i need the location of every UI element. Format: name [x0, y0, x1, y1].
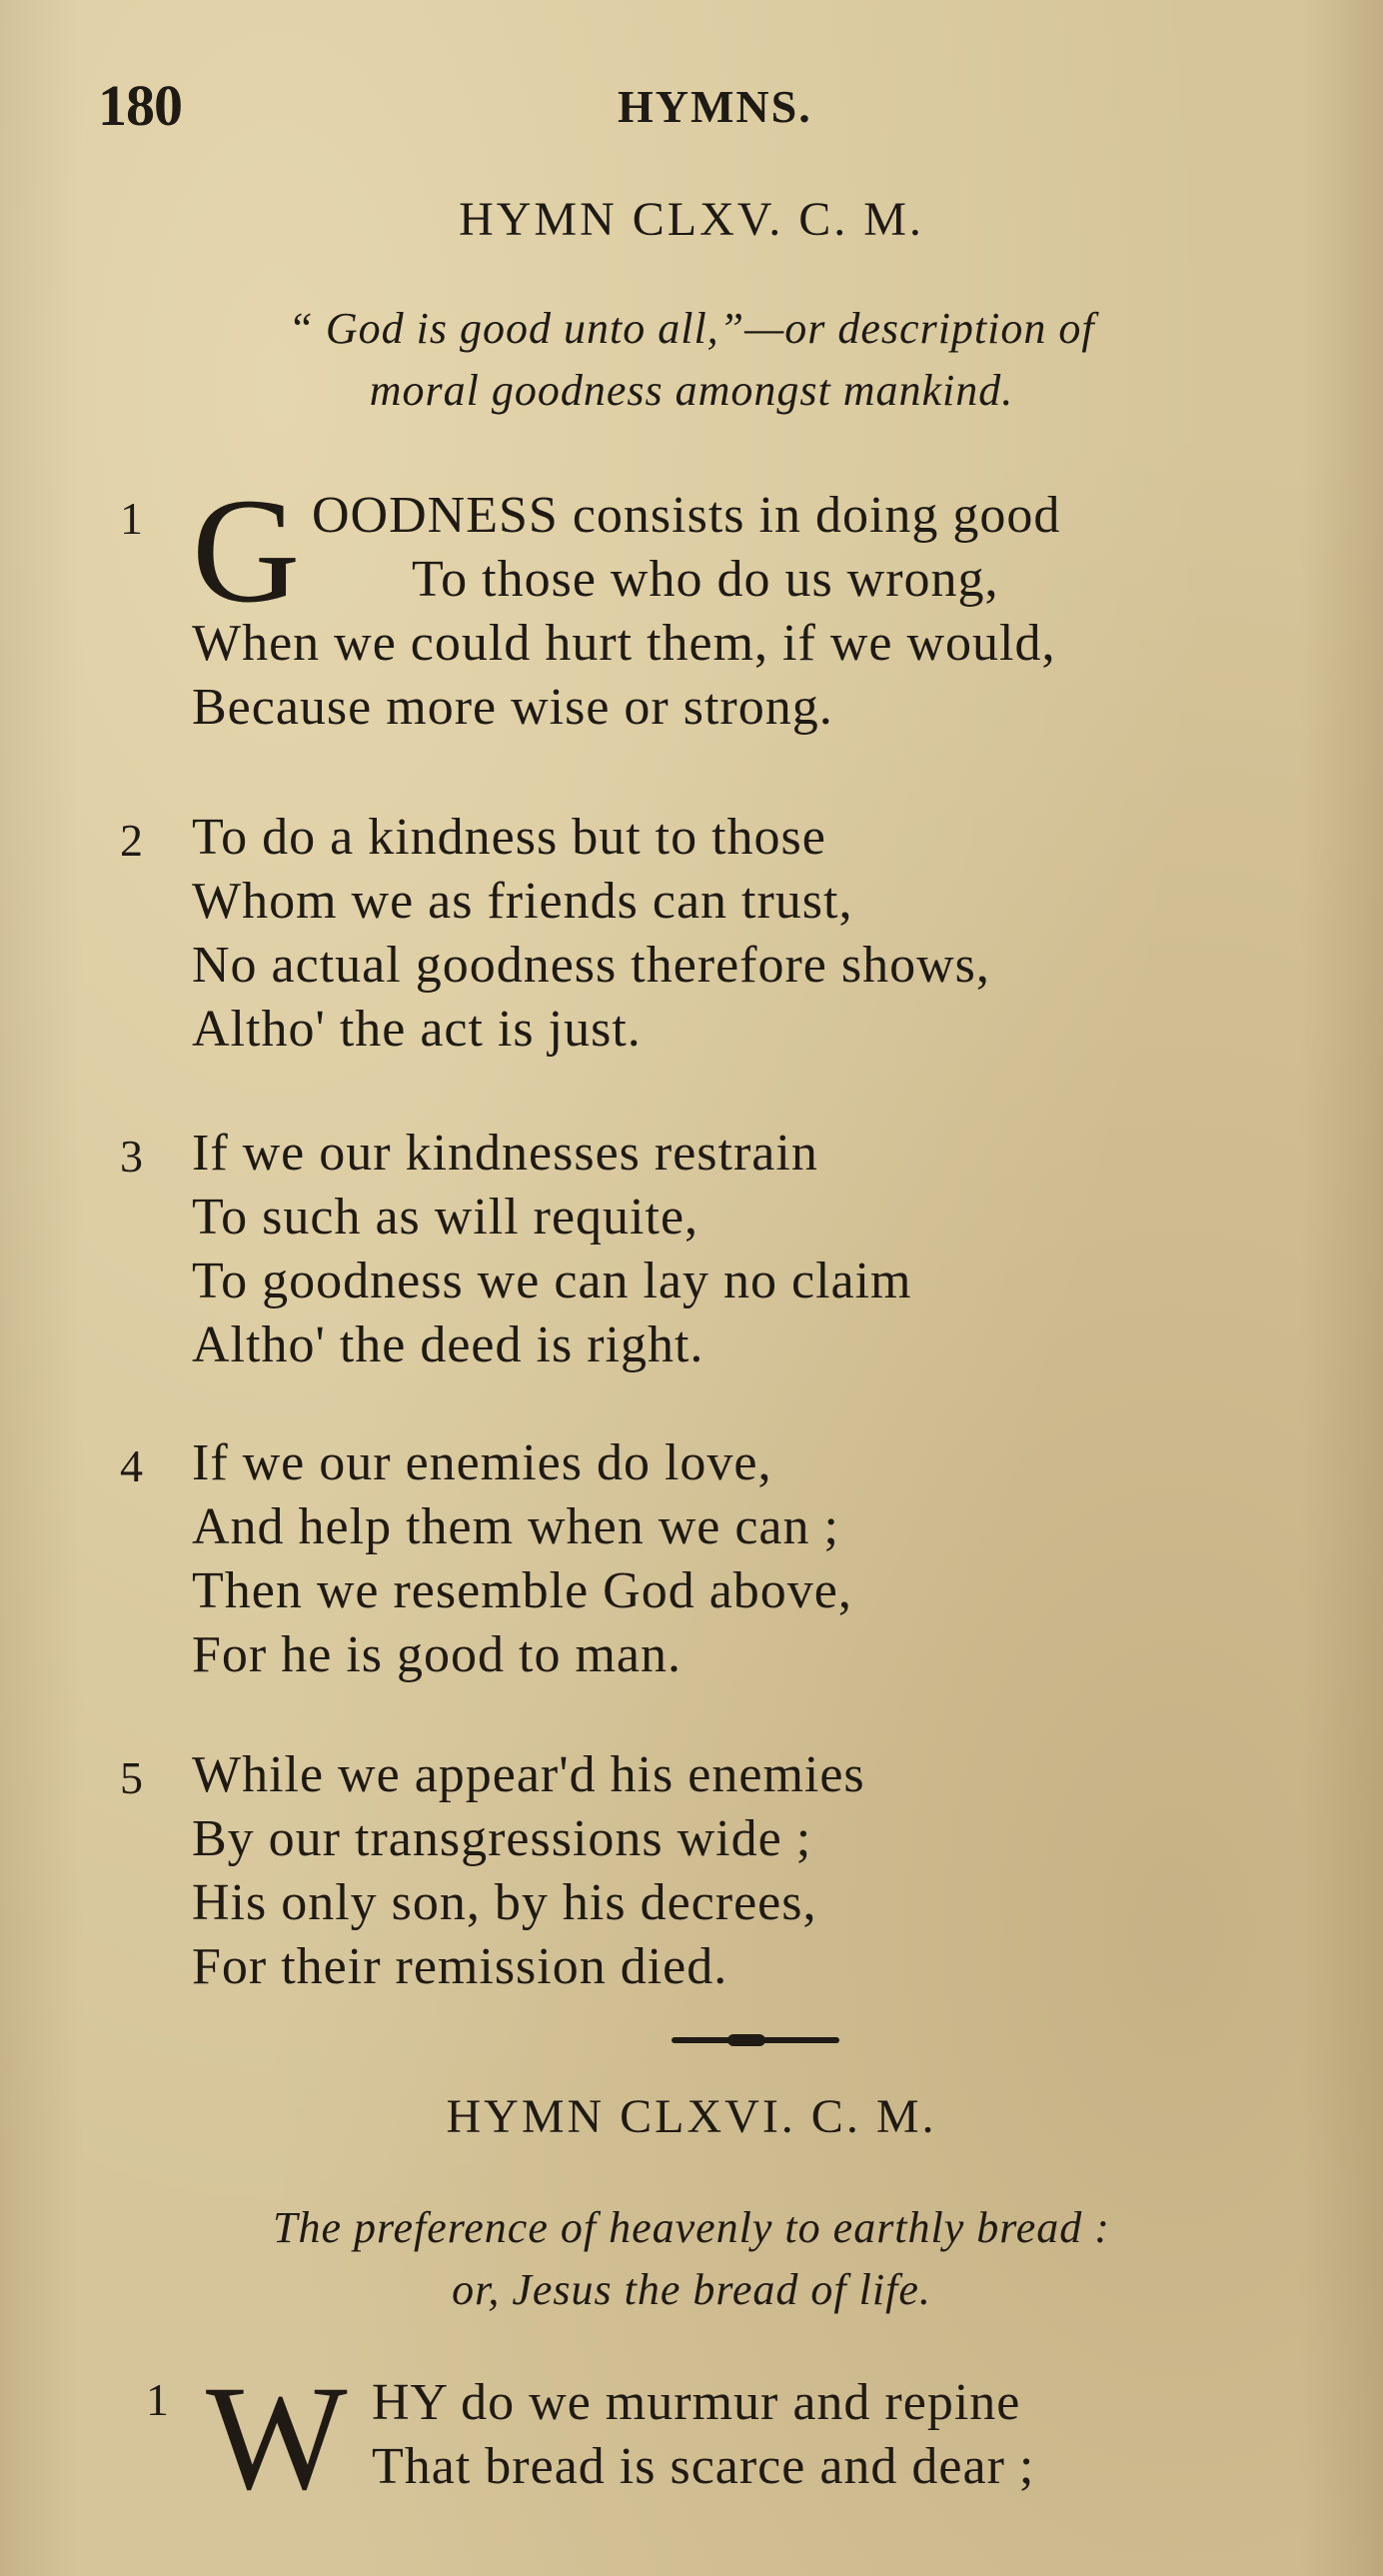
verse-line: When we could hurt them, if we would, — [192, 615, 1056, 672]
verse-line: OODNESS consists in doing good — [312, 487, 1061, 544]
verse-number: 4 — [120, 1440, 143, 1491]
verse-lines — [192, 1431, 852, 1687]
verse-number: 1 — [120, 493, 143, 544]
verse-line: And help them when we can ; — [192, 1498, 839, 1555]
page-number: 180 — [98, 73, 182, 138]
verse-lines — [192, 468, 1061, 740]
verse-line: By our transgressions wide ; — [192, 1810, 812, 1867]
hymn-subtitle-line: or, Jesus the bread of life. — [452, 2265, 931, 2314]
drop-cap: G — [192, 468, 301, 634]
verse-line: Altho' the deed is right. — [192, 1316, 704, 1373]
running-head: HYMNS. — [618, 81, 812, 132]
hymn-subtitle-line: moral goodness amongst mankind. — [369, 366, 1014, 415]
verse-line: To do a kindness but to those — [192, 809, 826, 866]
verse-line: No actual goodness therefore shows, — [192, 937, 990, 994]
verse-number: 3 — [120, 1131, 143, 1182]
hymn-title: HYMN CLXV. C. M. — [459, 193, 924, 246]
verse-line: Because more wise or strong. — [192, 679, 833, 736]
verse-number: 2 — [120, 815, 143, 866]
section-divider — [672, 2037, 839, 2043]
verse-lines — [206, 2371, 1034, 2499]
verse-line: To such as will requite, — [192, 1189, 699, 1246]
page-header — [98, 72, 1297, 142]
verse-line: If we our enemies do love, — [192, 1434, 772, 1491]
drop-cap: W — [206, 2355, 348, 2521]
verse-lines — [192, 1743, 865, 1999]
verse-line: His only son, by his decrees, — [192, 1874, 817, 1931]
verse-line: While we appear'd his enemies — [192, 1746, 865, 1803]
hymn-title: HYMN CLXVI. C. M. — [446, 2090, 937, 2143]
hymn-subtitle-line: The preference of heavenly to earthly bread : — [273, 2203, 1110, 2252]
verse-line: For he is good to man. — [192, 1626, 682, 1683]
verse-number: 5 — [120, 1752, 143, 1803]
verse-line: HY do we murmur and repine — [372, 2374, 1021, 2431]
verse-line: That bread is scarce and dear ; — [372, 2438, 1035, 2495]
verse-line: Whom we as friends can trust, — [192, 873, 853, 930]
verse-line: For their remission died. — [192, 1938, 728, 1995]
verse-line: Altho' the act is just. — [192, 1001, 642, 1058]
verse-number: 1 — [146, 2374, 169, 2425]
verse-line: If we our kindnesses restrain — [192, 1125, 818, 1182]
verse-lines — [192, 1122, 912, 1377]
hymn-subtitle-line: “ God is good unto all,”—or description of — [288, 304, 1095, 353]
verse-lines — [192, 806, 990, 1062]
verse-line: To those who do us wrong, — [412, 551, 999, 608]
verse-line: Then we resemble God above, — [192, 1562, 852, 1619]
verse-line: To goodness we can lay no claim — [192, 1253, 912, 1309]
